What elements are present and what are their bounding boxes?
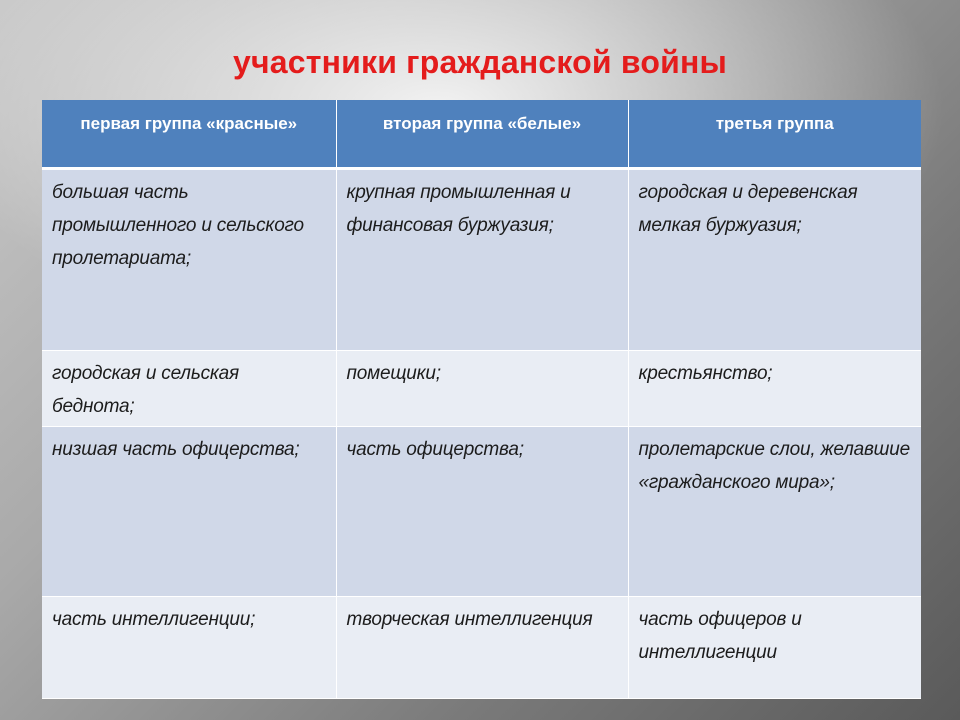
table-row bbox=[42, 350, 921, 426]
table-cell: помещики; bbox=[336, 350, 628, 426]
table-cell: часть интеллигенции; bbox=[42, 596, 336, 698]
table-row bbox=[42, 426, 921, 596]
table-cell: городская и сельская беднота; bbox=[42, 350, 336, 426]
table-cell: большая часть промышленного и сельского пролетариата; bbox=[42, 168, 336, 350]
table-cell: пролетарские слои, желавшие «гражданского мира»; bbox=[628, 426, 921, 596]
groups-table bbox=[42, 100, 921, 699]
table-cell: городская и деревенская мелкая буржуазия; bbox=[628, 168, 921, 350]
page-title: участники гражданской войны bbox=[232, 44, 728, 80]
header-second-group: вторая группа «белые» bbox=[336, 100, 628, 168]
table-header-row bbox=[42, 100, 921, 168]
table-cell: крестьянство; bbox=[628, 350, 921, 426]
table-cell: низшая часть офицерства; bbox=[42, 426, 336, 596]
header-first-group: первая группа «красные» bbox=[42, 100, 336, 168]
table-row bbox=[42, 168, 921, 350]
header-third-group: третья группа bbox=[628, 100, 921, 168]
table-row bbox=[42, 596, 921, 698]
table-cell: крупная промышленная и финансовая буржуазия; bbox=[336, 168, 628, 350]
table-cell: часть офицеров и интеллигенции bbox=[628, 596, 921, 698]
table-cell: часть офицерства; bbox=[336, 426, 628, 596]
table-cell: творческая интеллигенция bbox=[336, 596, 628, 698]
